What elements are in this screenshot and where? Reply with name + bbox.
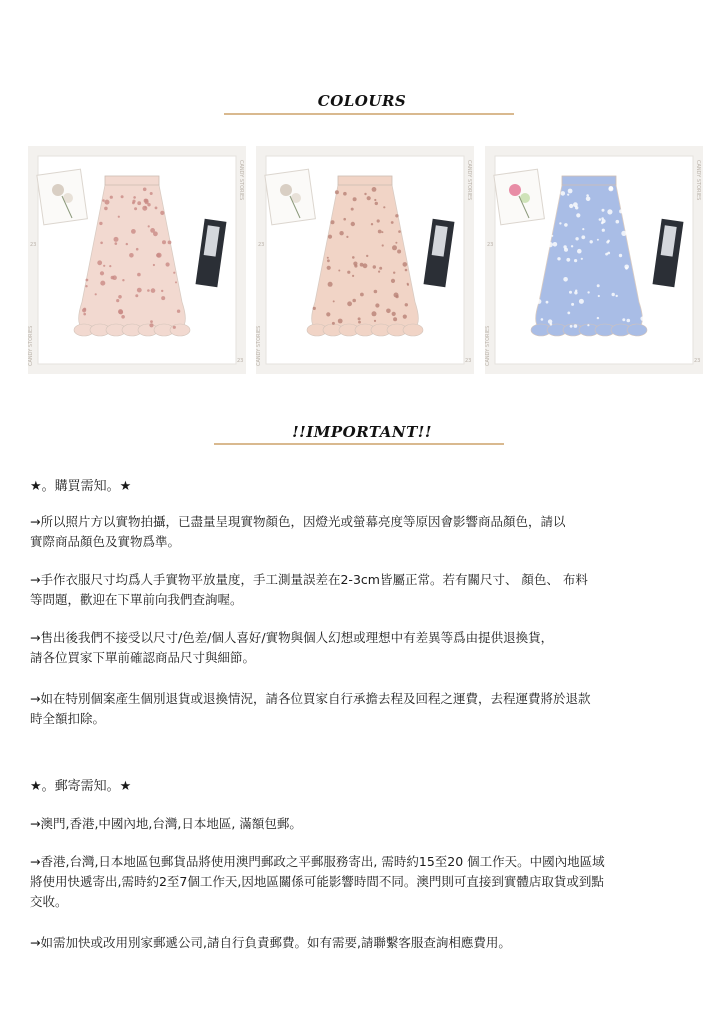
floral-print [343, 218, 346, 221]
watermark-text: CANDY STORIES [256, 325, 262, 366]
floral-print [131, 229, 136, 234]
floral-print [145, 206, 147, 208]
floral-print [395, 242, 397, 244]
floral-print [150, 192, 153, 195]
floral-print [133, 196, 136, 199]
floral-print [587, 291, 589, 293]
shipping-notice-title: ★。郵寄需知。★ [30, 779, 132, 794]
floral-print [573, 202, 578, 207]
floral-print [373, 265, 376, 268]
floral-print [115, 242, 118, 245]
corner-number: 23 [237, 358, 244, 364]
floral-print [112, 275, 117, 280]
floral-print [375, 303, 379, 307]
floral-print [627, 319, 631, 323]
floral-print [371, 223, 373, 225]
floral-print [575, 237, 578, 240]
skirt-ruffle [170, 324, 190, 336]
floral-print [100, 271, 104, 275]
floral-print [161, 290, 163, 292]
floral-print [609, 186, 613, 190]
floral-print [605, 253, 608, 256]
floral-print [579, 299, 584, 304]
floral-print [352, 299, 356, 303]
floral-print [622, 318, 625, 321]
floral-print [358, 321, 361, 324]
shipping-paragraph-2 [30, 852, 694, 912]
floral-print [353, 262, 357, 266]
purchase-paragraph-4 [30, 689, 694, 729]
floral-print [381, 231, 383, 233]
floral-print [397, 250, 401, 254]
floral-print [392, 312, 396, 316]
floral-print [367, 196, 371, 200]
floral-print [173, 326, 176, 329]
floral-print [574, 291, 577, 294]
floral-print [352, 275, 354, 277]
floral-print [118, 216, 120, 218]
floral-print [599, 218, 602, 221]
floral-print [379, 267, 382, 270]
floral-print [607, 240, 610, 243]
floral-print [149, 323, 153, 327]
purchase-paragraph-2 [30, 570, 694, 610]
floral-print [393, 272, 395, 274]
floral-print [134, 207, 137, 210]
shipping-paragraph-1 [30, 814, 694, 834]
floral-print [366, 255, 368, 257]
floral-print [126, 243, 128, 245]
floral-print [331, 220, 335, 224]
floral-print [343, 192, 347, 196]
floral-print [358, 317, 361, 320]
floral-print [333, 300, 335, 302]
floral-print [598, 295, 600, 297]
floral-print [550, 323, 553, 326]
floral-print [557, 257, 560, 260]
purchase-paragraph-1 [30, 512, 694, 552]
floral-print [602, 229, 605, 232]
floral-print [391, 279, 395, 283]
floral-print [566, 258, 570, 262]
purchase-paragraph-line: →手作衣服尺寸均爲人手實物平放量度，手工測量誤差在2-3cm皆屬正常。若有關尺寸、 顏色、 布料 [30, 572, 588, 587]
skirt-ruffle [627, 324, 647, 336]
skirt-ruffle [403, 324, 423, 336]
floral-print [374, 199, 376, 201]
shipping-paragraph-line: 將使用快遞寄出,需時約2至7個工作天,因地區關係可能影響時間不同。澳門則可直接到實體店取貨或到點 [30, 874, 604, 889]
floral-print [147, 203, 150, 206]
blue-floral-skirt-photo [485, 146, 703, 374]
shipping-paragraph-line: 交收。 [30, 894, 68, 909]
watermark-text: CANDY STORIES [28, 325, 34, 366]
floral-print [153, 264, 155, 266]
floral-print [612, 293, 615, 296]
floral-print [97, 260, 102, 265]
floral-print [563, 277, 568, 282]
floral-print [346, 236, 348, 238]
floral-print [102, 199, 105, 202]
floral-print [541, 318, 544, 321]
floral-print [548, 242, 553, 247]
floral-print [378, 271, 380, 273]
floral-print [616, 220, 620, 224]
watermark-text: CANDY STORIES [238, 160, 244, 201]
floral-print [175, 281, 177, 283]
shipping-paragraph-3 [30, 933, 694, 953]
floral-print [571, 303, 574, 306]
floral-print [100, 281, 105, 286]
floral-print [160, 211, 164, 215]
important-divider [214, 443, 504, 445]
floral-print [161, 296, 165, 300]
floral-print [375, 202, 378, 205]
floral-print [377, 219, 380, 222]
floral-print [619, 254, 622, 257]
floral-print [602, 219, 606, 223]
floral-print [352, 256, 355, 259]
floral-print [327, 266, 331, 270]
floral-print [109, 265, 111, 267]
floral-print [372, 311, 377, 316]
floral-print [137, 273, 141, 277]
floral-print [403, 315, 407, 319]
purchase-paragraph-line: 時全額扣除。 [30, 711, 106, 726]
floral-print [104, 207, 108, 211]
floral-print [403, 262, 408, 267]
floral-print [162, 240, 166, 244]
floral-print [581, 258, 583, 260]
floral-print [564, 248, 568, 252]
floral-print [407, 283, 409, 285]
floral-print [110, 196, 113, 199]
purchase-paragraph-line: →所以照片方以實物拍攝，已盡量呈現實物顏色，因燈光或螢幕亮度等原因會影響商品顏色，請以 [30, 514, 566, 529]
floral-print [597, 317, 599, 319]
floral-print [363, 263, 368, 268]
floral-print [335, 190, 339, 194]
floral-print [586, 197, 591, 202]
watermark-text: CANDY STORIES [466, 160, 472, 201]
floral-print [551, 235, 553, 237]
floral-print [386, 309, 391, 314]
important-heading: !!IMPORTANT!! [292, 423, 432, 441]
pink-floral-skirt-photo-2 [256, 146, 474, 374]
skirt-waistband [338, 176, 392, 185]
corner-number: 23 [465, 358, 472, 364]
corner-number: 23 [694, 358, 701, 364]
floral-print [372, 187, 377, 192]
floral-print [156, 253, 161, 258]
floral-print [567, 194, 569, 196]
floral-print [621, 231, 626, 236]
floral-print [378, 230, 382, 234]
floral-print [85, 285, 87, 287]
floral-print [574, 259, 577, 262]
floral-print [114, 237, 119, 242]
floral-print [587, 324, 589, 326]
floral-print [393, 317, 397, 321]
floral-print [590, 240, 593, 243]
purchase-paragraph-3 [30, 628, 694, 668]
floral-print [338, 319, 343, 324]
floral-print [391, 221, 394, 224]
floral-print [328, 235, 332, 239]
floral-print [597, 284, 600, 287]
floral-print [351, 208, 354, 211]
floral-print [151, 288, 156, 293]
floral-print [347, 271, 350, 274]
corner-number: 23 [487, 242, 494, 248]
floral-print [392, 245, 397, 250]
skirt-waistband [105, 176, 159, 185]
floral-print [105, 200, 110, 205]
pink-floral-skirt-photo-1 [28, 146, 246, 374]
floral-print [364, 193, 366, 195]
floral-print [332, 322, 335, 325]
watermark-text: CANDY STORIES [695, 160, 701, 201]
floral-print [338, 270, 340, 272]
floral-print [168, 241, 172, 245]
floral-print [122, 279, 124, 281]
floral-print [137, 201, 141, 205]
floral-print [564, 223, 568, 227]
floral-print [326, 312, 330, 316]
shipping-paragraph-line: →澳門,香港,中國內地,台灣,日本地區, 滿額包郵。 [30, 816, 302, 831]
floral-print [135, 294, 138, 297]
floral-print [313, 307, 316, 310]
floral-print [360, 293, 364, 297]
corner-number: 23 [30, 242, 37, 248]
floral-print [328, 282, 333, 287]
floral-print [327, 259, 330, 262]
floral-print [118, 295, 122, 299]
floral-print [569, 204, 573, 208]
floral-print [177, 310, 180, 313]
floral-print [166, 262, 170, 266]
floral-print [143, 188, 147, 192]
floral-print [147, 289, 150, 292]
floral-print [144, 199, 148, 203]
corner-number: 23 [258, 242, 265, 248]
floral-print [546, 301, 549, 304]
floral-print [570, 325, 573, 328]
floral-print [561, 191, 566, 196]
floral-print [569, 291, 572, 294]
floral-print [173, 272, 175, 274]
purchase-paragraph-line: 等問題，歡迎在下單前向我們查詢喔。 [30, 592, 243, 607]
shipping-paragraph-line: →如需加快或改用別家郵遞公司,請自行負責郵費。如有需要,請聯繫客服查詢相應費用。 [30, 935, 511, 950]
floral-print [137, 288, 142, 293]
purchase-paragraph-line: 實際商品顏色及實物爲準。 [30, 534, 181, 549]
floral-print [118, 309, 123, 314]
floral-print [132, 200, 135, 203]
purchase-paragraph-line: →售出後我們不接受以尺寸/色差/個人喜好/實物與個人幻想或理想中有差異等爲由提供退換貨， [30, 630, 554, 645]
floral-print [351, 222, 355, 226]
floral-print [353, 197, 357, 201]
floral-print [567, 312, 570, 315]
floral-print [86, 279, 89, 282]
purchase-paragraph-line: →如在特別個案產生個別退貨或退換情況，請各位買家自行承擔去程及回程之運費，去程運費將於退款 [30, 691, 591, 706]
floral-print [383, 206, 385, 208]
colours-heading: COLOURS [317, 92, 407, 110]
floral-print [586, 194, 589, 197]
floral-print [624, 265, 629, 270]
floral-print [374, 320, 376, 322]
floral-print [103, 265, 105, 267]
shipping-paragraph-line: →香港,台灣,日本地區包郵貨品將使用澳門郵政之平郵服務寄出, 需時約15至20 個工作天。中國內地區域 [30, 854, 605, 869]
floral-print [597, 239, 599, 241]
floral-print [405, 269, 408, 272]
floral-print [574, 324, 578, 328]
floral-print [150, 320, 153, 323]
floral-print [640, 317, 644, 321]
floral-print [382, 244, 384, 246]
floral-print [153, 231, 158, 236]
floral-print [82, 308, 86, 312]
floral-print [327, 257, 329, 259]
floral-print [148, 225, 150, 227]
floral-print [619, 209, 623, 213]
purchase-notice-title: ★。購買需知。★ [30, 479, 132, 494]
floral-print [395, 214, 398, 217]
watermark-text: CANDY STORIES [485, 325, 491, 366]
floral-print [83, 313, 86, 316]
floral-print [99, 222, 102, 225]
floral-print [396, 295, 399, 298]
floral-print [537, 299, 542, 304]
floral-print [116, 299, 119, 302]
floral-print [136, 248, 139, 251]
floral-print [559, 222, 561, 224]
floral-print [582, 228, 584, 230]
floral-print [405, 303, 408, 306]
floral-print [95, 293, 97, 295]
floral-print [142, 206, 147, 211]
floral-print [568, 189, 573, 194]
floral-print [398, 230, 401, 233]
colours-divider [224, 113, 514, 115]
floral-print [577, 249, 582, 254]
floral-print [374, 290, 378, 294]
floral-print [616, 295, 618, 297]
floral-print [121, 315, 125, 319]
floral-print [347, 301, 352, 306]
floral-print [155, 207, 158, 210]
floral-print [553, 242, 558, 247]
floral-print [607, 209, 612, 214]
floral-print [576, 213, 580, 217]
floral-print [100, 242, 103, 245]
flower-icon [52, 184, 64, 196]
floral-print [581, 235, 585, 239]
floral-print [121, 195, 124, 198]
flower-icon [280, 184, 292, 196]
purchase-paragraph-line: 請各位買家下單前確認商品尺寸與細節。 [30, 650, 256, 665]
floral-print [339, 231, 343, 235]
floral-print [129, 253, 134, 258]
floral-print [571, 245, 573, 247]
flower-icon [509, 184, 521, 196]
skirt-waistband [562, 176, 616, 185]
floral-print [602, 209, 605, 212]
